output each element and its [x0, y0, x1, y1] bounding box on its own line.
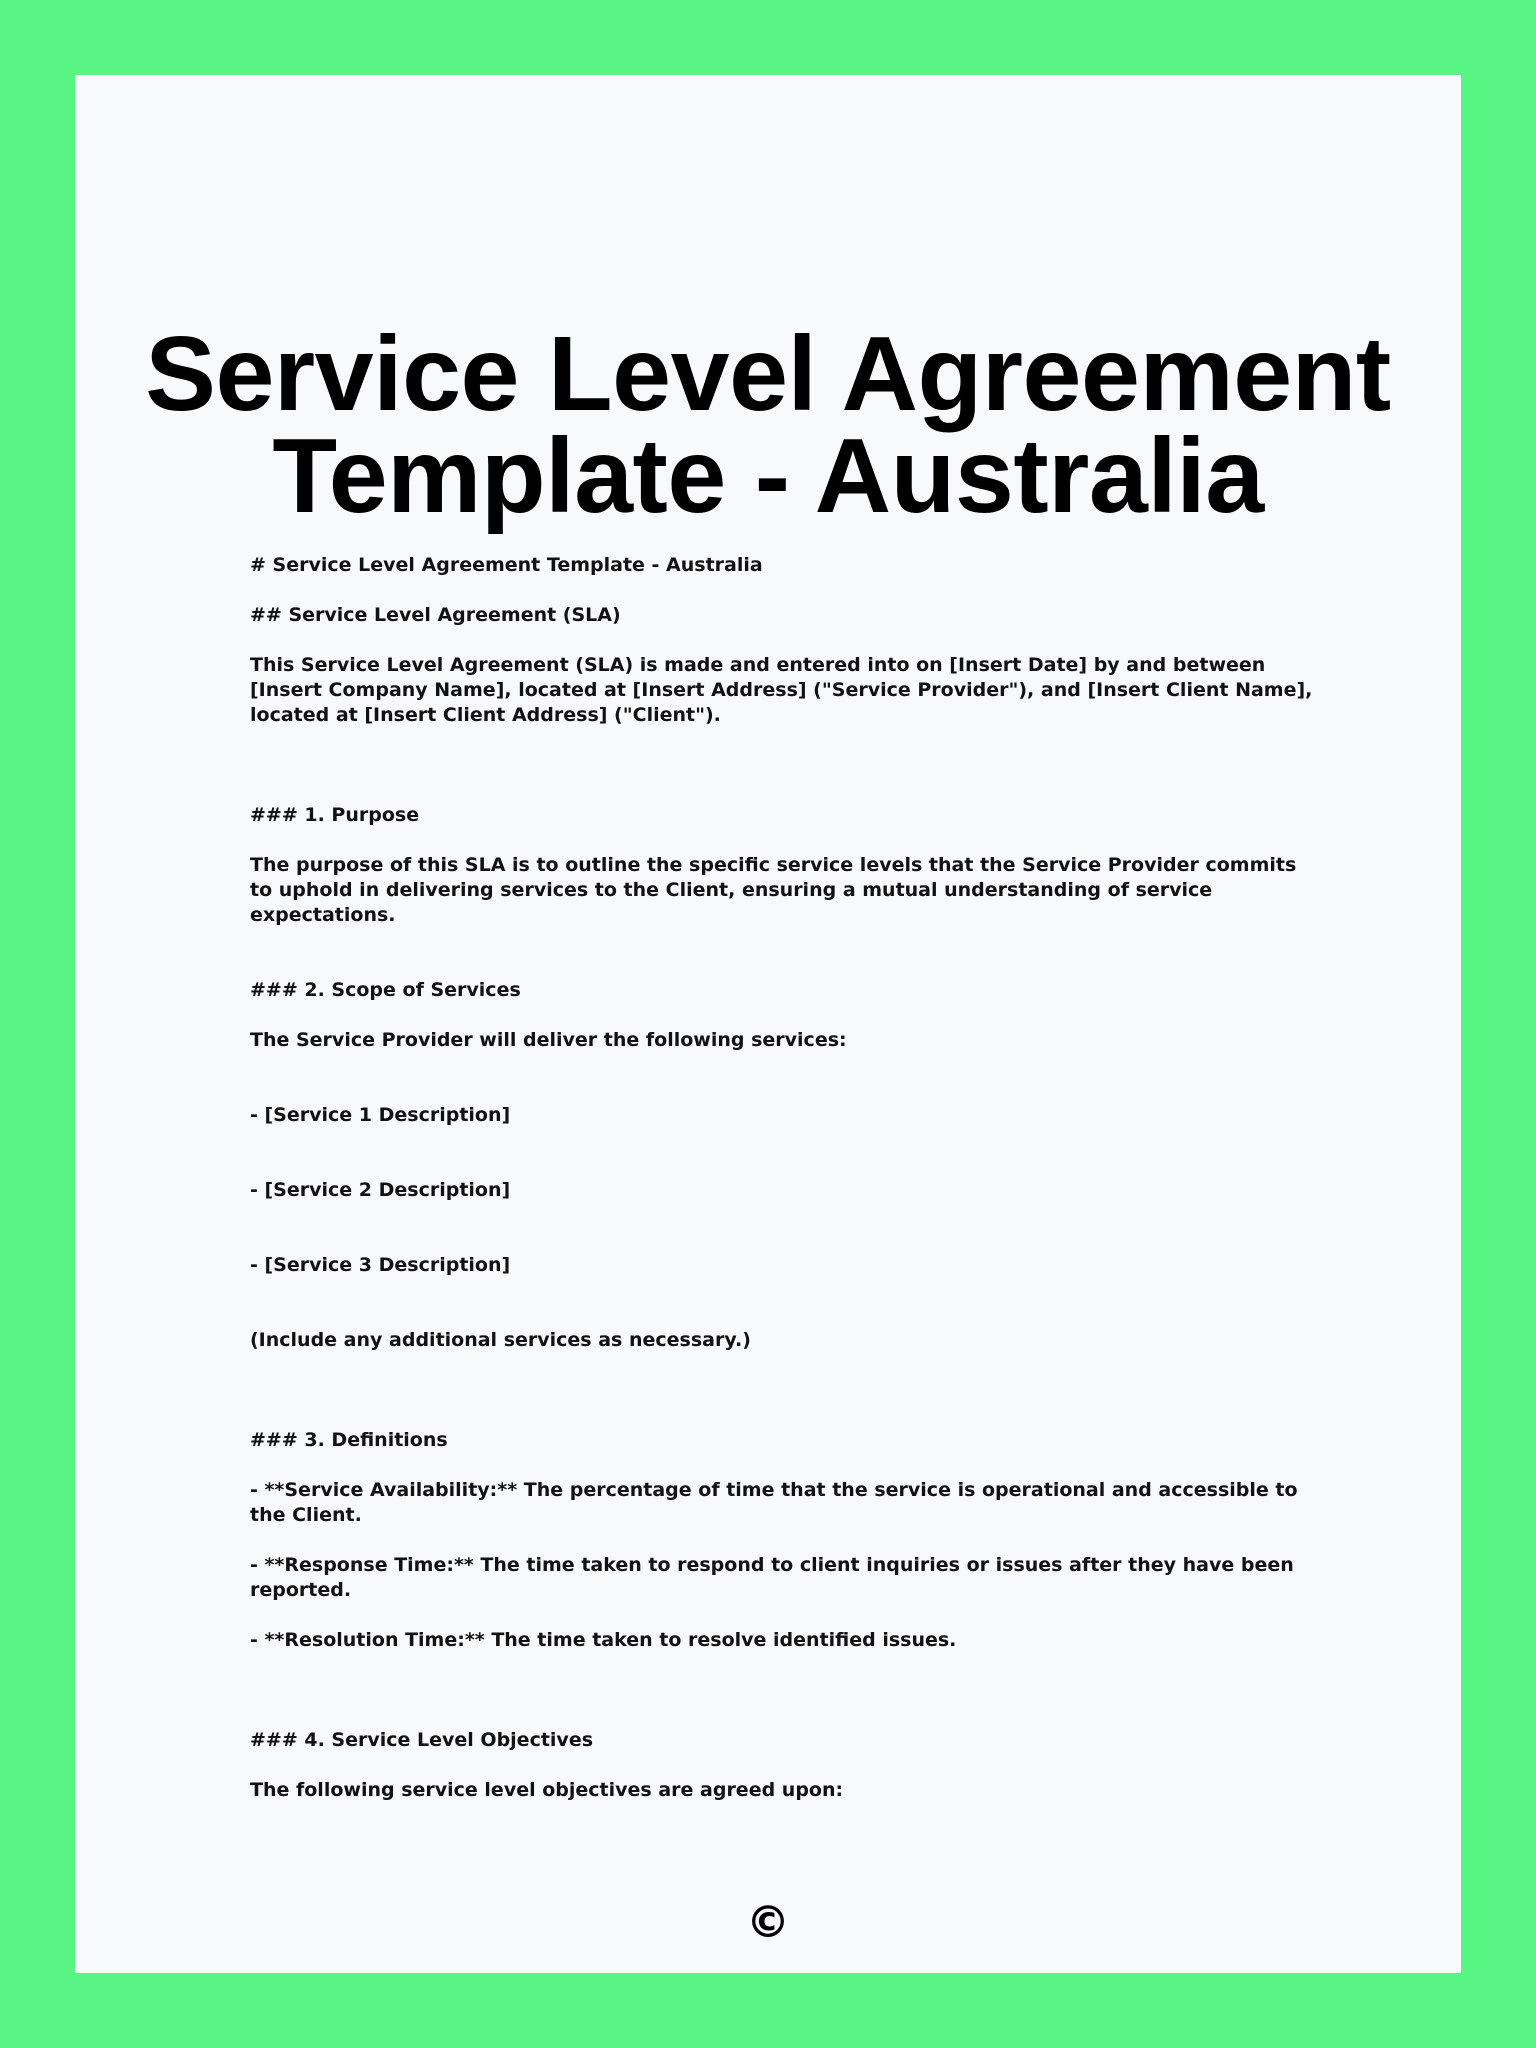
additional-services-note: (Include any additional services as necessary.) [250, 1329, 751, 1351]
scope-intro: The Service Provider will deliver the following services: [250, 1029, 847, 1051]
definition-availability: - **Service Availability:** The percentage of time that the service is operational and accessible to the Client. [250, 1479, 1298, 1526]
copyright-icon: © [746, 1897, 790, 1948]
list-item-service-2: - [Service 2 Description] [250, 1179, 511, 1201]
markdown-h1: # Service Level Agreement Template - Australia [250, 554, 763, 576]
definition-response-time: - **Response Time:** The time taken to respond to client inquiries or issues after they have been reported. [250, 1554, 1294, 1601]
title-line-1: Service Level Agreement [145, 315, 1391, 433]
list-item-service-1: - [Service 1 Description] [250, 1104, 511, 1126]
document-title [75, 315, 1461, 535]
objectives-intro: The following service level objectives are agreed upon: [250, 1779, 844, 1801]
title-line-2: Template - Australia [272, 417, 1264, 535]
definition-resolution-time: - **Resolution Time:** The time taken to resolve identified issues. [250, 1629, 957, 1651]
section-heading-sla: ## Service Level Agreement (SLA) [250, 604, 621, 626]
section-heading-purpose: ### 1. Purpose [250, 804, 420, 826]
document-page [75, 75, 1461, 1973]
list-item-service-3: - [Service 3 Description] [250, 1254, 511, 1276]
purpose-paragraph: The purpose of this SLA is to outline the specific service levels that the Service Provider commits to uphold in delivering services to the Client, ensuring a mutual understanding of service expectations. [250, 854, 1297, 926]
section-heading-scope: ### 2. Scope of Services [250, 979, 521, 1001]
section-heading-definitions: ### 3. Definitions [250, 1429, 448, 1451]
intro-paragraph: This Service Level Agreement (SLA) is made and entered into on [Insert Date] by and between [Insert Company Name], located at [Insert Address] ("Service Provider"), and [Insert Client Name], located at [Insert Client Address] ("Client"). [250, 654, 1313, 726]
section-heading-objectives: ### 4. Service Level Objectives [250, 1729, 594, 1751]
